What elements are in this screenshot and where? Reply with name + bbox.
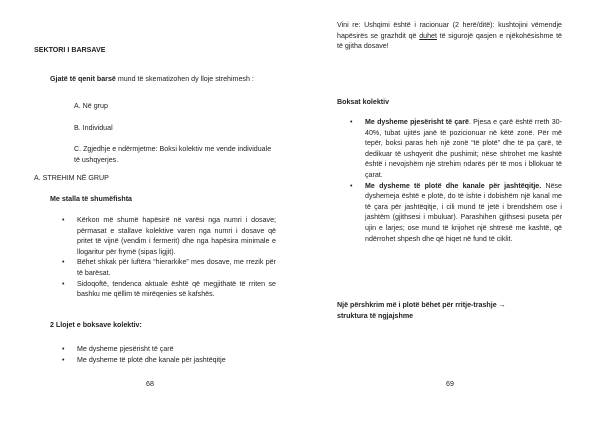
section-a-heading: A. STREHIM NË GRUP bbox=[34, 174, 109, 182]
subheading-types: 2 Llojet e boksave kolektiv: bbox=[50, 321, 142, 329]
list-item: • Me dysheme të plotë dhe kanale për jashtëqitje bbox=[62, 355, 276, 366]
option-a: A. Në grup bbox=[74, 102, 108, 110]
page-number: 69 bbox=[446, 380, 454, 388]
option-c: C. Zgjedhje e ndërmjetme: Boksi kolektiv me vende individuale të ushqyerjes. bbox=[74, 145, 272, 164]
stalla-bullet-list bbox=[62, 215, 276, 300]
footer-note bbox=[337, 300, 562, 321]
bullet2-rest: Nëse dyshemeja është e plotë, do të ishte i dobishëm një kanal me të çara për jashtëqitje, i cili mund të jetë i brendshëm ose i jashtëm (gjithsesi i mbuluar). Parashihen gjithsesi puseta për ujin e larjes; ose mund të krijohet një shtresë me kashtë, që ndërrohet shpesh dhe që hiqet në fund të ciklit. bbox=[365, 181, 563, 243]
bullet1-rest: . Pjesa e çarë është rreth 30-40%, tubat ujitës janë të pozicionuar në këtë zonë. Për më tepër, boksi paras heh një zonë “të plotë” dhe të pa çarë, të dedikuar të ushqyerit dhe pushimit; nëse shtrohet me kashtë është i nevojshëm një strehim ndarës për të mos i bllokuar të çarat. bbox=[365, 118, 562, 179]
option-b: B. Individual bbox=[74, 124, 113, 132]
list-item: • Sidoqoftë, tendenca aktuale është që megjithatë të rriten se bashku me qëllim të mirëqenies së kafshës. bbox=[62, 279, 276, 300]
list-item: • Bëhet shkak për luftëra “hierarkike” mes dosave, me rrezik për të barësat. bbox=[62, 257, 276, 278]
intro-bold: Gjatë të qenit barsë bbox=[50, 75, 116, 83]
intro-paragraph bbox=[50, 74, 276, 85]
intro-tail: të sigurojë qasjen e njëkohësishme të të gjitha dosave! bbox=[337, 31, 562, 51]
arrow-icon: → bbox=[498, 301, 506, 309]
right-page bbox=[300, 0, 600, 425]
intro-lead: Vini re: Ushqimi është i racionuar (2 herë/ditë): kushtojini vëmendje hapësirës se grazhdit që bbox=[337, 21, 562, 40]
boksat-heading: Boksat kolektiv bbox=[337, 98, 390, 106]
footer-bold: Një përshkrim më i plotë bëhet për rritje-trashje bbox=[337, 301, 497, 309]
footer-tail: struktura të ngjajshme bbox=[337, 311, 414, 320]
types-bullet-list bbox=[62, 344, 276, 365]
intro-note bbox=[337, 20, 562, 52]
list-item bbox=[350, 117, 562, 181]
subheading-stalla: Me stalla të shumëfishta bbox=[50, 195, 132, 203]
section-heading: SEKTORI I BARSAVE bbox=[34, 46, 106, 54]
page-number: 68 bbox=[146, 380, 154, 388]
intro-underlined: duhet bbox=[419, 31, 437, 40]
list-item: • Me dysheme pjesërisht të çarë bbox=[62, 344, 276, 355]
list-item bbox=[350, 181, 562, 245]
intro-rest: mund të skematizohen dy lloje strehimesh : bbox=[115, 75, 254, 83]
boksat-bullet-list bbox=[350, 117, 562, 244]
bullet2-bold: Me dysheme të plotë dhe kanale për jashtëqitje. bbox=[365, 181, 542, 190]
bullet1-bold: Me dysheme pjesërisht të çarë bbox=[365, 118, 469, 126]
list-item: • Kërkon më shumë hapësirë në varësi nga numri i dosave; përmasat e stallave kolektive varen nga numri i dosave që pritet të vijnë (vendim i fermerit) dhe nga hapësira minimale e llogaritur për frymë (sipas ligjit). bbox=[62, 215, 276, 257]
